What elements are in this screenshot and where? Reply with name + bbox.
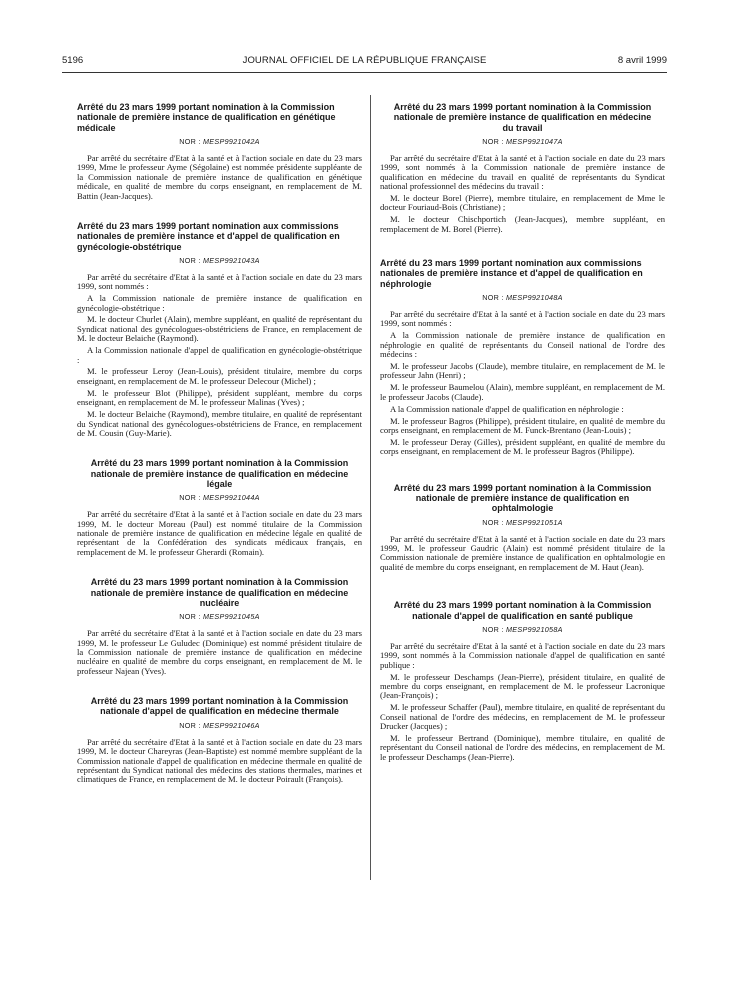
decree-article [77,696,362,785]
decree-paragraph: M. le professeur Schaffer (Paul), membre titulaire, en qualité de représentant du Conseil national de l'ordre des médecins, en remplacement de M. le professeur Drucker (Jacques) ; [380,702,665,732]
decree-body [380,154,665,234]
nor-reference [77,612,362,621]
decree-paragraph: A la Commission nationale de première instance de qualification en gynécologie-obstétrique : [77,293,362,313]
page-number: 5196 [62,55,84,66]
decree-title: Arrêté du 23 mars 1999 portant nomination à la Commission nationale de première instance de qualification en médecine du travail [393,102,652,133]
nor-label: NOR : [179,136,203,146]
decree-paragraph: A la Commission nationale d'appel de qualification en néphrologie : [390,403,624,414]
header-rule [62,72,667,73]
decree-paragraph: Par arrêté du secrétaire d'Etat à la santé et à l'action sociale en date du 23 mars 1999, M. le docteur Chareyras (Jean-Baptiste) est nommé membre suppléant de la Commission nationale d'appel de qualification en médecine thermale en qualité de représentant du Syndicat national des médecins des stations thermales, marines et climatiques de France, en remplacement de M. le docteur Poirault (François). [77,736,362,785]
decree-body [380,535,665,573]
decree-paragraph: M. le docteur Chischportich (Jean-Jacques), membre suppléant, en remplacement de M. Borel (Pierre). [380,214,665,234]
decree-paragraph: M. le docteur Belaiche (Raymond), membre titulaire, en qualité de représentant du Syndicat national des gynécologues-obstétriciens de France, en remplacement de M. Cousin (Guy-Marie). [77,409,362,438]
decree-paragraph: Par arrêté du secrétaire d'Etat à la santé et à l'action sociale en date du 23 mars 1999, M. le docteur Moreau (Paul) est nommé titulaire de la Commission nationale de première instance de qualification en médecine légale en qualité de représentant de la Confédération des syndicats médicaux français, en remplacement de M. le professeur Gherardi (Romain). [77,509,362,557]
nor-label: NOR : [482,293,506,303]
nor-reference [77,721,362,730]
decree-paragraph: Par arrêté du secrétaire d'Etat à la santé et à l'action sociale en date du 23 mars 1999, Mme le professeur Ayme (Ségolaine) est nommée présidente suppléante de la Commission nationale de première instance de qualification en génétique médicale, en qualité de membre du corps enseignant, en remplacement de M. Battin (Jean-Jacques). [77,152,362,201]
decree-paragraph: M. le professeur Jacobs (Claude), membre titulaire, en remplacement de M. le professeur Jahn (Henri) ; [380,361,665,381]
nor-label: NOR : [482,136,506,146]
nor-code: MESP9921042A [203,136,260,146]
nor-code: MESP9921047A [506,136,563,146]
decree-paragraph: A la Commission nationale de première instance de qualification en néphrologie en qualité de représentants du Conseil national de l'ordre des médecins : [380,330,665,360]
decree-article [77,221,362,438]
decree-title: Arrêté du 23 mars 1999 portant nomination à la Commission nationale de première instance de qualification en médecine légale [90,458,349,489]
nor-reference [77,256,362,265]
nor-reference [380,293,665,302]
left-column [77,102,362,787]
decree-paragraph: M. le professeur Bertrand (Dominique), membre titulaire, en qualité de représentant du Conseil national de l'ordre des médecins, en remplacement de M. le professeur Deschamps (Jean-Pierre). [380,732,665,762]
nor-reference [380,518,665,527]
nor-label: NOR : [179,255,203,265]
decree-title: Arrêté du 23 mars 1999 portant nomination à la Commission nationale de première instance de qualification en génétique médicale [77,102,336,133]
nor-code: MESP9921046A [203,720,260,730]
nor-code: MESP9921058A [506,624,563,634]
decree-article [77,458,362,557]
right-column [380,102,665,765]
decree-article [77,577,362,676]
nor-reference [380,625,665,634]
decree-paragraph: M. le professeur Blot (Philippe), président suppléant, membre du corps enseignant, en remplacement de M. le professeur Malinas (Yves) ; [77,387,362,408]
decree-paragraph: A la Commission nationale d'appel de qualification en gynécologie-obstétrique : [77,345,362,365]
decree-title: Arrêté du 23 mars 1999 portant nomination à la Commission nationale d'appel de qualification en santé publique [393,600,652,621]
column-divider [370,95,371,880]
nor-reference [77,137,362,146]
nor-label: NOR : [482,624,506,634]
nor-code: MESP9921044A [203,493,260,503]
decree-body [77,154,362,201]
decree-paragraph: M. le professeur Deray (Gilles), président suppléant, en qualité de membre du corps enseignant, en remplacement de M. le professeur Bagros (Philippe). [380,436,665,457]
decree-article [380,483,665,573]
nor-code: MESP9921045A [203,612,260,622]
decree-paragraph: Par arrêté du secrétaire d'Etat à la santé et à l'action sociale en date du 23 mars 1999, sont nommés à la Commission nationale d'appel de qualification en santé publique : [380,640,665,670]
decree-title: Arrêté du 23 mars 1999 portant nomination à la Commission nationale de première instance de qualification en ophtalmologie [393,482,652,514]
nor-reference [380,137,665,146]
decree-title: Arrêté du 23 mars 1999 portant nomination à la Commission nationale de première instance de qualification en médecine nucléaire [90,577,349,608]
nor-code: MESP9921048A [506,293,563,303]
decree-body [77,738,362,785]
decree-paragraph: Par arrêté du secrétaire d'Etat à la santé et à l'action sociale en date du 23 mars 1999, sont nommés : [380,309,665,329]
decree-paragraph: M. le docteur Borel (Pierre), membre titulaire, en remplacement de Mme le docteur Fouriaud-Bois (Christiane) ; [380,193,665,213]
issue-date: 8 avril 1999 [617,55,667,66]
decree-paragraph: Par arrêté du secrétaire d'Etat à la santé et à l'action sociale en date du 23 mars 1999, sont nommés à la Commission nationale de première instance de qualification en médecine du travail en qualité de représentants du Syndicat national professionnel des médecins du travail : [380,152,665,192]
nor-code: MESP9921051A [506,517,563,527]
decree-title: Arrêté du 23 mars 1999 portant nomination aux commissions nationales de première instance et d'appel de qualification en gynécologie-obstétrique [77,220,340,252]
decree-title: Arrêté du 23 mars 1999 portant nomination aux commissions nationales de première instance et d'appel de qualification en néphrologie [380,258,643,289]
nor-reference [77,493,362,502]
decree-paragraph: Par arrêté du secrétaire d'Etat à la santé et à l'action sociale en date du 23 mars 1999, M. le professeur Gaudric (Alain) est nommé président titulaire de la Commission nationale de première instance de qualification en ophtalmologie en qualité de membre du corps enseignant, en remplacement de M. Haut (Jean). [380,533,665,572]
decree-paragraph: M. le docteur Churlet (Alain), membre suppléant, en qualité de représentant du Syndicat national des gynécologues-obstétriciens de France, en remplacement de M. le docteur Belaiche (Raymond). [77,314,362,344]
decree-paragraph: Par arrêté du secrétaire d'Etat à la santé et à l'action sociale en date du 23 mars 1999, sont nommés : [77,271,362,292]
decree-body [77,273,362,439]
decree-article [380,258,665,457]
page-header [62,55,667,69]
decree-article [77,102,362,201]
decree-paragraph: M. le professeur Deschamps (Jean-Pierre), président titulaire, en qualité de membre du corps enseignant, en remplacement de M. le professeur Lacronique (Jean-François) ; [380,671,665,701]
nor-label: NOR : [179,612,203,622]
nor-label: NOR : [179,493,203,503]
decree-paragraph: M. le professeur Leroy (Jean-Louis), président titulaire, membre du corps enseignant, en remplacement de M. le professeur Delecour (Michel) ; [77,366,362,386]
journal-title: JOURNAL OFFICIEL DE LA RÉPUBLIQUE FRANÇAISE [242,55,487,66]
decree-paragraph: M. le professeur Bagros (Philippe), président titulaire, en qualité de membre du corps enseignant, en remplacement de M. Funck-Brentano (Jean-Louis) ; [380,415,665,435]
decree-title: Arrêté du 23 mars 1999 portant nomination à la Commission nationale d'appel de qualification en médecine thermale [90,696,349,717]
decree-paragraph: M. le professeur Baumelou (Alain), membre suppléant, en remplacement de M. le professeur Jacobs (Claude). [380,382,665,402]
decree-article [380,600,665,762]
decree-body [77,510,362,557]
decree-body [380,310,665,457]
decree-article [380,102,665,234]
nor-label: NOR : [179,720,203,730]
decree-paragraph: Par arrêté du secrétaire d'Etat à la santé et à l'action sociale en date du 23 mars 1999, M. le professeur Le Guludec (Dominique) est nommé président titulaire de la Commission nationale de première instance de qualification en médecine nucléaire en qualité de membre du corps enseignant, en remplacement de M. le professeur Najean (Yves). [77,628,362,676]
decree-body [380,642,665,762]
decree-body [77,629,362,676]
nor-label: NOR : [482,517,506,527]
nor-code: MESP9921043A [203,255,260,265]
